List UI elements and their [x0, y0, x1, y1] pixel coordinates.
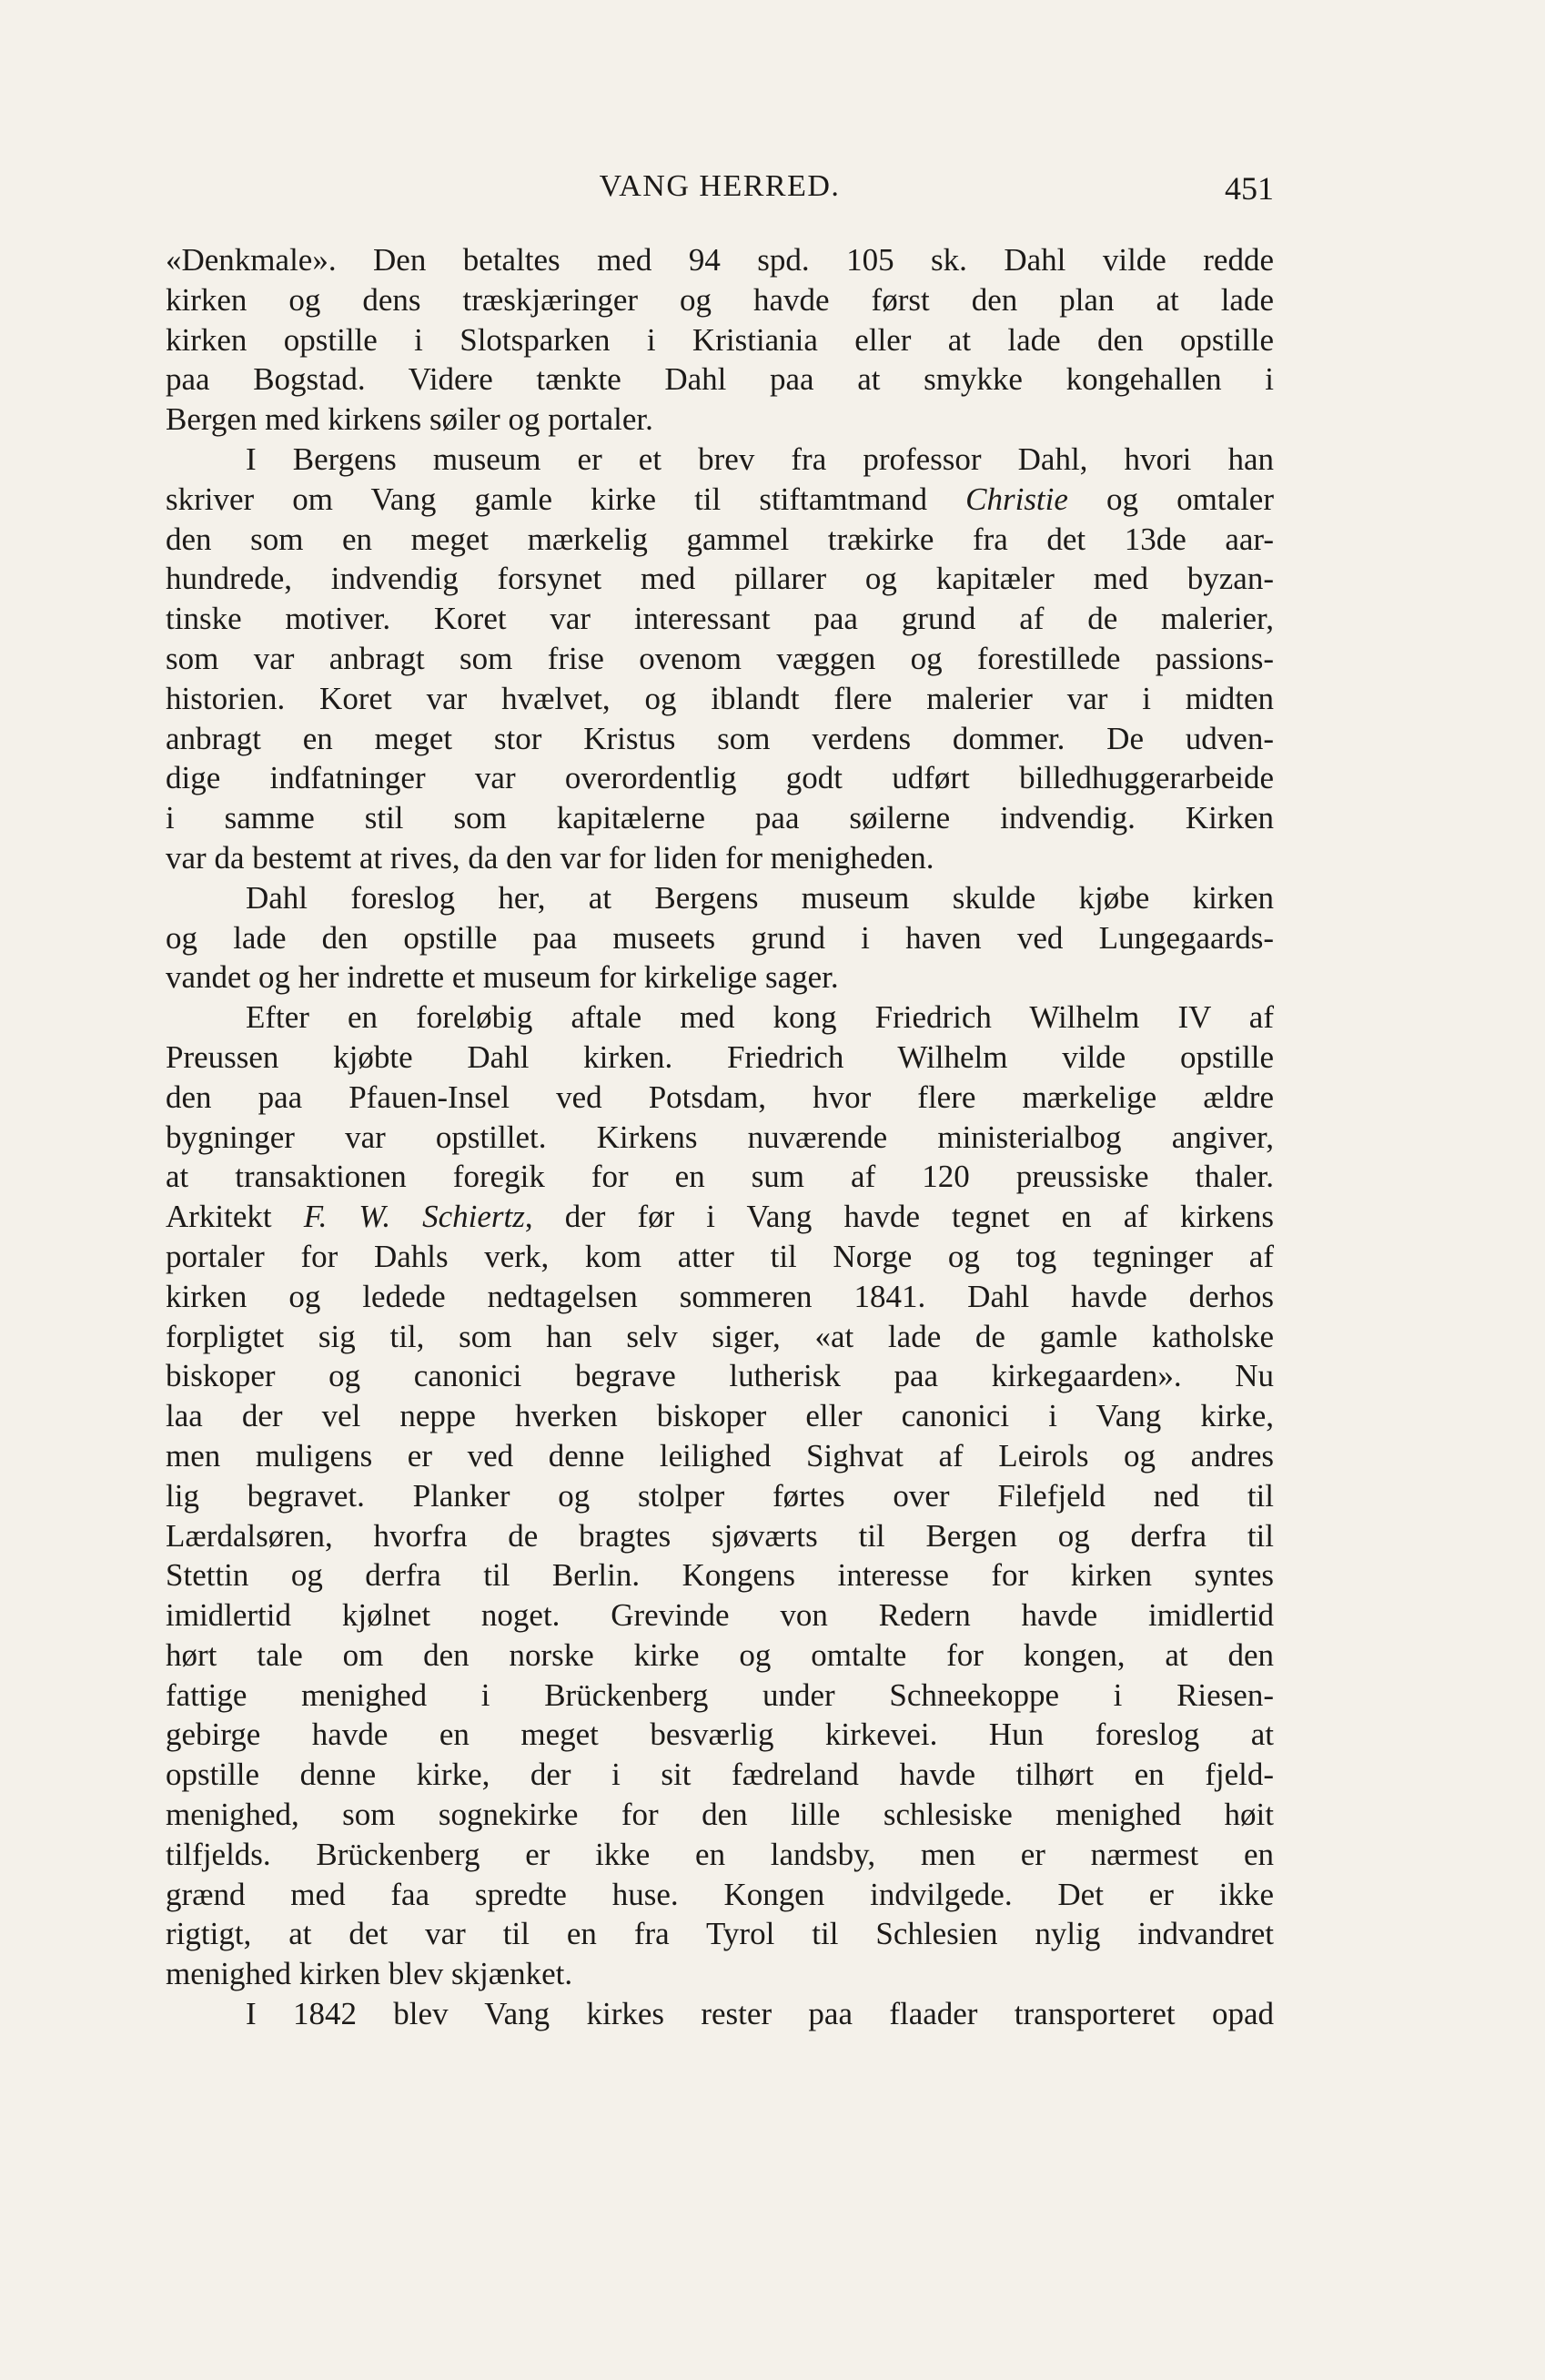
text-line: lig begravet. Planker og stolper førtes over Filefjeld ned til: [166, 1477, 1274, 1514]
text-line: «Denkmale». Den betaltes med 94 spd. 105 sk. Dahl vilde redde: [166, 242, 1274, 278]
text-line: den som en meget mærkelig gammel trækirke fra det 13de aar-: [166, 521, 1274, 557]
text-line: hundrede, indvendig forsynet med pillarer og kapitæler med byzan-: [166, 561, 1274, 597]
text-line: laa der vel neppe hverken biskoper eller canonici i Vang kirke,: [166, 1398, 1274, 1434]
text-line: paa Bogstad. Videre tænkte Dahl paa at smykke kongehallen i: [166, 361, 1274, 398]
text-line: og lade den opstille paa museets grund i haven ved Lungegaards-: [166, 919, 1274, 956]
text-line: kirken opstille i Slotsparken i Kristiania eller at lade den opstille: [166, 321, 1274, 358]
text-line: grænd med faa spredte huse. Kongen indvilgede. Det er ikke: [166, 1876, 1274, 1912]
text-line: I 1842 blev Vang kirkes rester paa flaader transporteret opad: [246, 1996, 1274, 2032]
text-line: I Bergens museum er et brev fra professor Dahl, hvori han: [246, 441, 1274, 477]
text-line: Preussen kjøbte Dahl kirken. Friedrich Wilhelm vilde opstille: [166, 1038, 1274, 1075]
text-line: imidlertid kjølnet noget. Grevinde von Redern havde imidlertid: [166, 1597, 1274, 1634]
running-header: [166, 169, 1274, 215]
text-line: hørt tale om den norske kirke og omtalte for kongen, at den: [166, 1636, 1274, 1673]
text-line: Efter en foreløbig aftale med kong Friedrich Wilhelm IV af: [246, 999, 1274, 1036]
text-line: Lærdalsøren, hvorfra de bragtes sjøværts til Bergen og derfra til: [166, 1517, 1274, 1554]
text-line: Dahl foreslog her, at Bergens museum skulde kjøbe kirken: [246, 879, 1274, 916]
text-line: den paa Pfauen-Insel ved Potsdam, hvor flere mærkelige ældre: [166, 1079, 1274, 1115]
text-line: men muligens er ved denne leilighed Sighvat af Leirols og andres: [166, 1437, 1274, 1474]
text-line: Bergen med kirkens søiler og portaler.: [166, 401, 653, 438]
text-line: var da bestemt at rives, da den var for liden for menigheden.: [166, 839, 934, 876]
text-line: historien. Koret var hvælvet, og iblandt flere malerier var i midten: [166, 680, 1274, 716]
text-line: kirken og dens træskjæringer og havde først den plan at lade: [166, 281, 1274, 318]
text-line: bygninger var opstillet. Kirkens nuværende ministerialbog angiver,: [166, 1119, 1274, 1155]
text-line: kirken og ledede nedtagelsen sommeren 1841. Dahl havde derhos: [166, 1278, 1274, 1314]
text-line: at transaktionen foregik for en sum af 120 preussiske thaler.: [166, 1159, 1274, 1195]
text-line: portaler for Dahls verk, kom atter til Norge og tog tegninger af: [166, 1238, 1274, 1274]
text-line: menighed, som sognekirke for den lille schlesiske menighed høit: [166, 1797, 1274, 1833]
text-line: rigtigt, at det var til en fra Tyrol til Schlesien nylig indvandret: [166, 1916, 1274, 1952]
text-line: Arkitekt F. W. Schiertz, der før i Vang havde tegnet en af kirkens: [166, 1199, 1275, 1235]
text-line: som var anbragt som frise ovenom væggen og forestillede passions-: [166, 640, 1274, 676]
text-line: tinske motiver. Koret var interessant paa grund af de malerier,: [166, 601, 1274, 637]
text-line: Stettin og derfra til Berlin. Kongens interesse for kirken syntes: [166, 1557, 1274, 1594]
page-number: 451: [1225, 170, 1274, 207]
text-line: opstille denne kirke, der i sit fædreland havde tilhørt en fjeld-: [166, 1757, 1274, 1793]
text-line: tilfjelds. Brückenberg er ikke en landsby, men er nærmest en: [166, 1836, 1274, 1872]
running-title: VANG HERRED.: [599, 169, 841, 203]
text-line: i samme stil som kapitælerne paa søilerne indvendig. Kirken: [166, 800, 1274, 836]
text-line: dige indfatninger var overordentlig godt udført billedhuggerarbeide: [166, 760, 1274, 796]
text-line: biskoper og canonici begrave lutherisk paa kirkegaarden». Nu: [166, 1358, 1274, 1394]
text-line: gebirge havde en meget besværlig kirkevei. Hun foreslog at: [166, 1717, 1274, 1753]
text-line: forpligtet sig til, som han selv siger, «at lade de gamle katholske: [166, 1318, 1274, 1354]
text-line: anbragt en meget stor Kristus som verdens dommer. De udven-: [166, 720, 1274, 756]
text-line: skriver om Vang gamle kirke til stiftamtmand Christie og omtaler: [166, 481, 1274, 517]
text-line: vandet og her indrette et museum for kirkelige sager.: [166, 959, 839, 996]
text-line: fattige menighed i Brückenberg under Schneekoppe i Riesen-: [166, 1676, 1274, 1713]
text-line: menighed kirken blev skjænket.: [166, 1956, 573, 1992]
body-text: [166, 240, 1274, 2034]
